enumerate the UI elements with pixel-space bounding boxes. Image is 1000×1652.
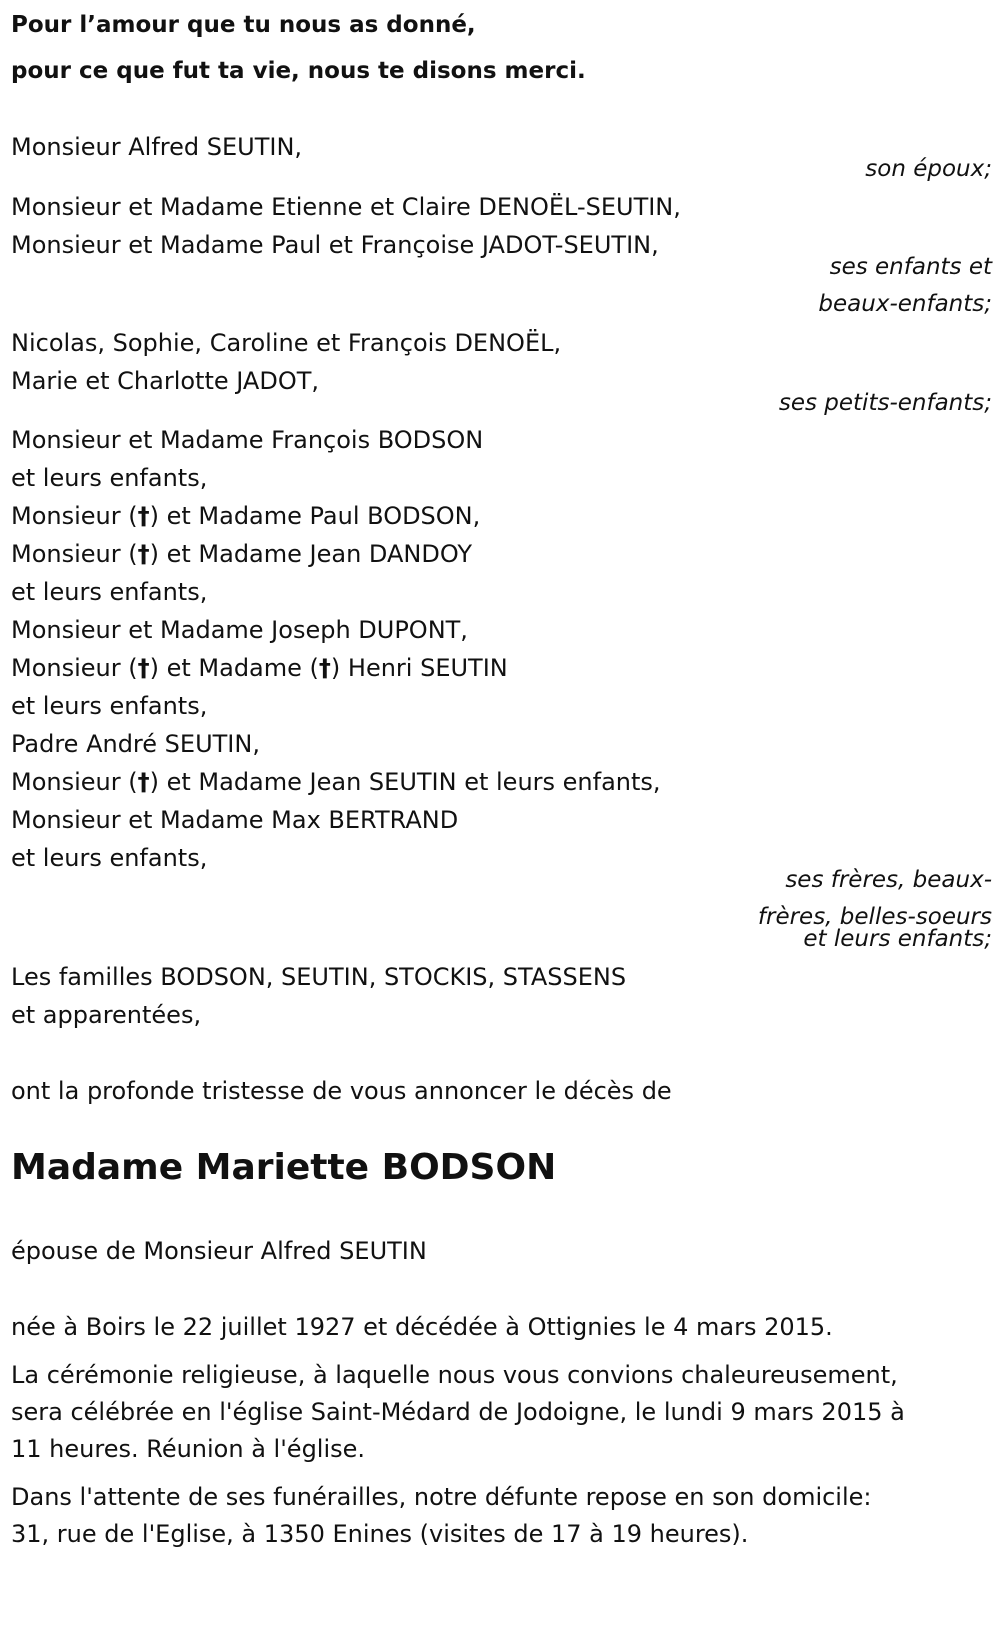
sibling-line-7-part-b: ) et Madame (	[149, 654, 319, 682]
grandchildren-role: ses petits-enfants;	[778, 390, 992, 416]
cross-icon: †	[137, 502, 150, 530]
grandchildren-line-1: Nicolas, Sophie, Caroline et François DENOËL,	[11, 329, 562, 357]
children-line-2: Monsieur et Madame Paul et Françoise JADOT-SEUTIN,	[11, 231, 659, 259]
ceremony-line-3: 11 heures. Réunion à l'église.	[11, 1435, 366, 1463]
sibling-line-8: et leurs enfants,	[11, 692, 208, 720]
sibling-line-10-part-a: Monsieur (	[11, 768, 138, 796]
rest-line-1: Dans l'attente de ses funérailles, notre défunte repose en son domicile:	[11, 1483, 872, 1511]
sibling-line-7-part-c: ) Henri SEUTIN	[330, 654, 508, 682]
sibling-line-9: Padre André SEUTIN,	[11, 730, 260, 758]
grandchildren-line-2: Marie et Charlotte JADOT,	[11, 367, 319, 395]
deceased-name: Madame Mariette BODSON	[11, 1147, 557, 1188]
children-line-1: Monsieur et Madame Etienne et Claire DENOËL-SEUTIN,	[11, 193, 681, 221]
sibling-line-5: et leurs enfants,	[11, 578, 208, 606]
sibling-line-3-part-a: Monsieur (	[11, 502, 138, 530]
spouse-role: son époux;	[865, 156, 992, 182]
siblings-role-line-1: ses frères, beaux-	[785, 867, 992, 893]
sibling-line-12: et leurs enfants,	[11, 844, 208, 872]
sibling-line-7-part-a: Monsieur (	[11, 654, 138, 682]
intro-line-2: pour ce que fut ta vie, nous te disons merci.	[11, 58, 586, 84]
birth-death: née à Boirs le 22 juillet 1927 et décédée à Ottignies le 4 mars 2015.	[11, 1313, 833, 1341]
sibling-line-3	[11, 501, 480, 531]
families-line-2: et apparentées,	[11, 1001, 202, 1029]
sibling-line-6: Monsieur et Madame Joseph DUPONT,	[11, 616, 468, 644]
siblings-role-line-2: frères, belles-soeurs	[757, 904, 992, 930]
cross-icon: †	[318, 654, 331, 682]
sibling-line-1: Monsieur et Madame François BODSON	[11, 426, 484, 454]
sibling-line-3-part-b: ) et Madame Paul BODSON,	[149, 502, 481, 530]
cross-icon: †	[137, 540, 150, 568]
children-role-line-1: ses enfants et	[829, 254, 992, 280]
spouse-of: épouse de Monsieur Alfred SEUTIN	[11, 1237, 427, 1265]
ceremony-line-2: sera célébrée en l'église Saint-Médard de Jodoigne, le lundi 9 mars 2015 à	[11, 1398, 905, 1426]
children-role-line-2: beaux-enfants;	[818, 291, 992, 317]
cross-icon: †	[137, 654, 150, 682]
spouse-name: Monsieur Alfred SEUTIN,	[11, 133, 303, 161]
sibling-line-7	[11, 653, 508, 683]
announcement-intro: ont la profonde tristesse de vous annoncer le décès de	[11, 1077, 672, 1105]
sibling-line-4-part-a: Monsieur (	[11, 540, 138, 568]
sibling-line-2: et leurs enfants,	[11, 464, 208, 492]
ceremony-line-1: La cérémonie religieuse, à laquelle nous vous convions chaleureusement,	[11, 1361, 898, 1389]
families-line-1: Les familles BODSON, SEUTIN, STOCKIS, STASSENS	[11, 963, 627, 991]
intro-line-1: Pour l’amour que tu nous as donné,	[11, 12, 476, 38]
rest-line-2: 31, rue de l'Eglise, à 1350 Enines (visites de 17 à 19 heures).	[11, 1520, 749, 1548]
sibling-line-10-part-b: ) et Madame Jean SEUTIN et leurs enfants,	[149, 768, 661, 796]
sibling-line-4-part-b: ) et Madame Jean DANDOY	[149, 540, 473, 568]
sibling-line-10	[11, 767, 661, 797]
sibling-line-11: Monsieur et Madame Max BERTRAND	[11, 806, 459, 834]
cross-icon: †	[137, 768, 150, 796]
siblings-role-line-3: et leurs enfants;	[803, 926, 992, 952]
sibling-line-4	[11, 539, 472, 569]
